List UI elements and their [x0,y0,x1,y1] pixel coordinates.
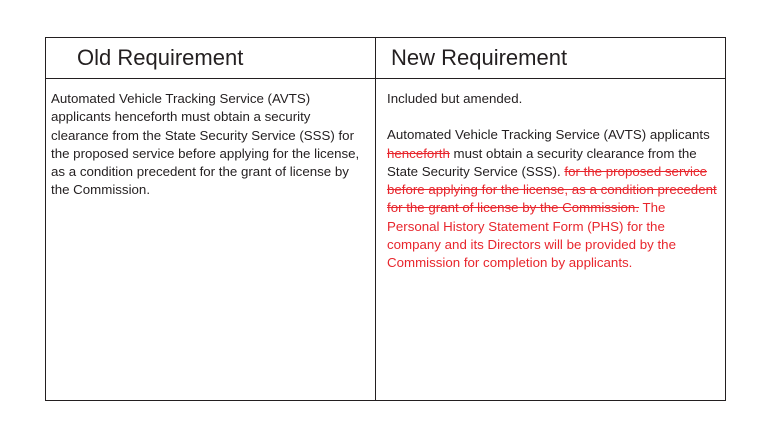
amendment-status: Included but amended. [387,91,523,106]
new-text-part1: Automated Vehicle Tracking Service (AVTS) applicants [387,127,710,143]
new-requirement-header: New Requirement [391,45,568,70]
header-divider [46,78,725,79]
old-requirement-cell [51,90,367,200]
comparison-table [45,37,726,401]
paragraph-gap [387,108,717,126]
struck-clause: for the proposed service before applying for the license, as a condition precedent for the grant of license by the Commission. [387,163,717,216]
old-requirement-header: Old Requirement [77,45,244,70]
new-text-part2: must obtain a security clearance from the State Security Service (SSS). [387,145,697,179]
new-requirement-text [387,126,717,272]
new-requirement-cell [387,90,717,273]
column-divider [375,38,376,400]
added-text: The Personal History Statement Form (PHS) for the company and its Directors will be provided by the Commission for completion by applicants. [387,200,676,271]
old-requirement-text: Automated Vehicle Tracking Service (AVTS) applicants henceforth must obtain a security clearance from the State Security Service (SSS) for the proposed service before applying for the license, as a condition precedent for the grant of license by the Commission. [51,91,360,198]
struck-word: henceforth [387,145,450,161]
